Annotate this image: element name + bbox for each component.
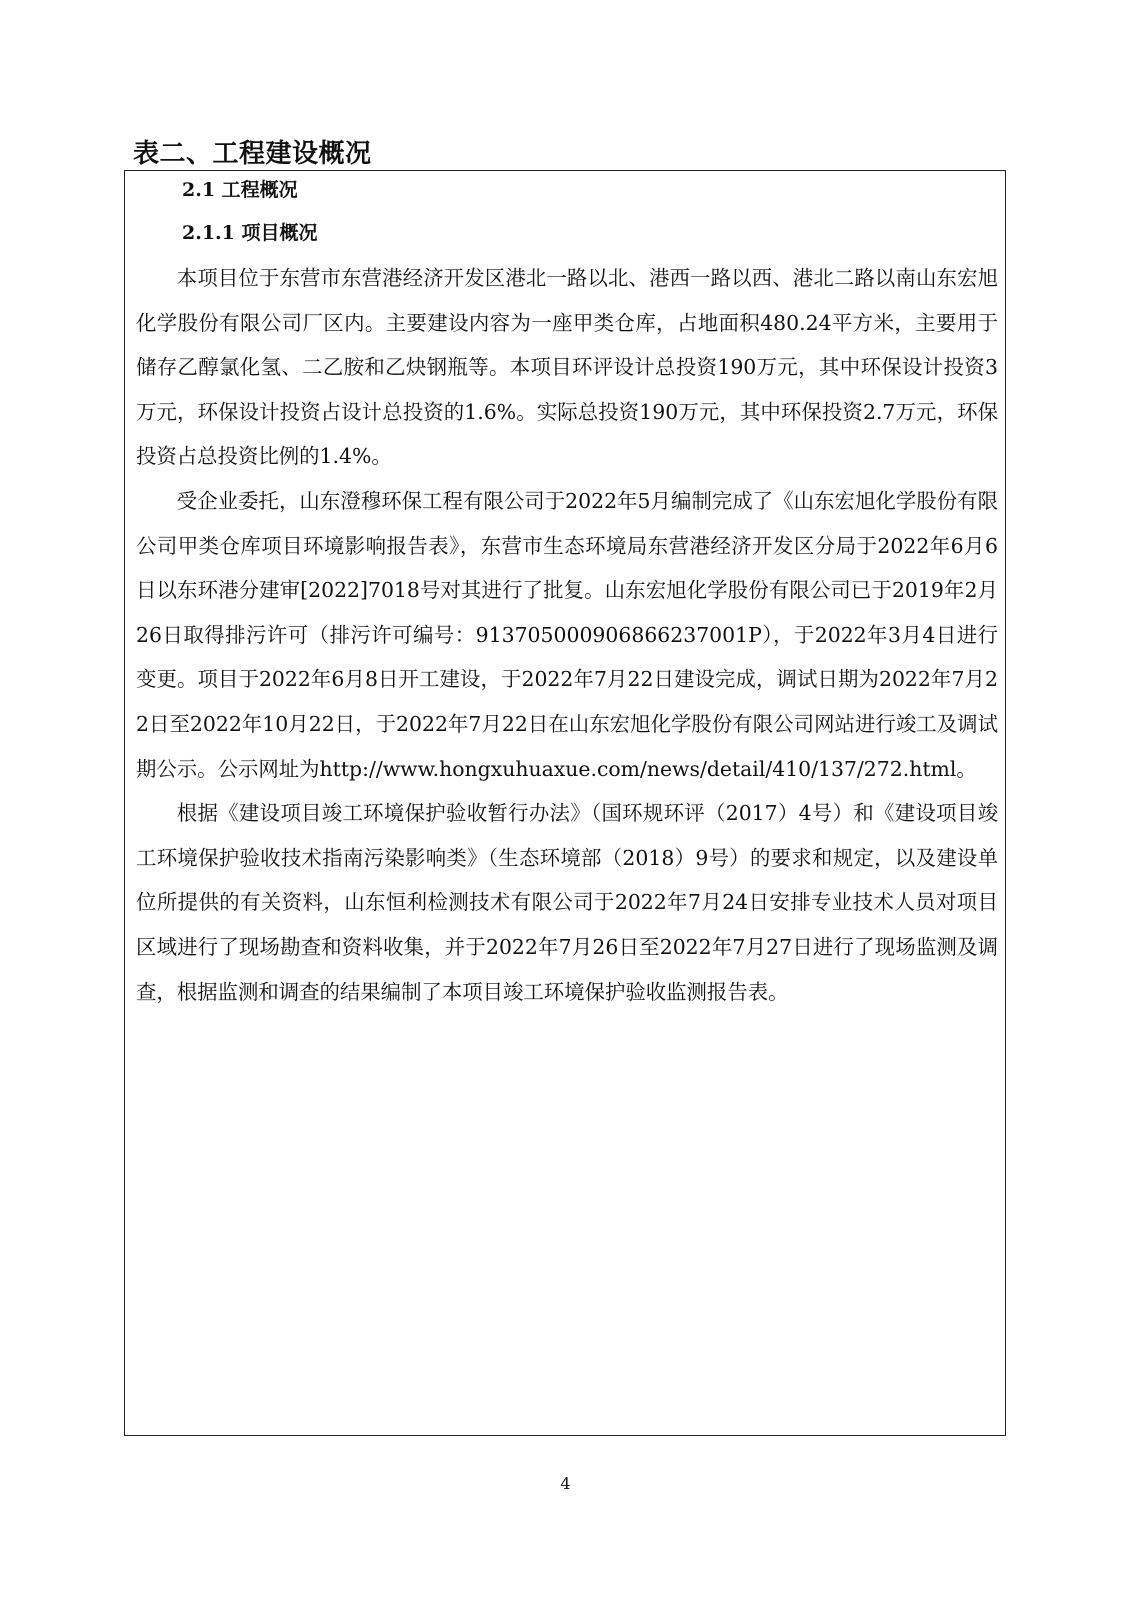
paragraph-acceptance-basis: 根据《建设项目竣工环境保护验收暂行办法》（国环规环评（2017）4号）和《建设项目竣工环境保护验收技术指南污染影响类》（生态环境部（2018）9号）的要求和规定，以及建设单位所提供的有关资料，山东恒利检测技术有限公司于2022年7月24日安排专业技术人员对项目区域进行了现场勘查和资料收集，并于2022年7月26日至2022年7月27日进行了现场监测及调查，根据监测和调查的结果编制了本项目竣工环境保护验收监测报告表。	[136, 801, 998, 1004]
page-number: 4	[560, 1474, 571, 1493]
paragraph-project-overview: 本项目位于东营市东营港经济开发区港北一路以北、港西一路以西、港北二路以南山东宏旭化学股份有限公司厂区内。主要建设内容为一座甲类仓库，占地面积480.24平方米，主要用于储存乙醇氯化氢、二乙胺和乙炔钢瓶等。本项目环评设计总投资190万元，其中环保设计投资3万元，环保设计投资占设计总投资的1.6%。实际总投资190万元，其中环保投资2.7万元，环保投资占总投资比例的1.4%。	[136, 266, 998, 469]
subsection-title: 2.1.1 项目概况	[182, 222, 318, 244]
content-table-cell	[124, 170, 1006, 1436]
paragraph-approval-history: 受企业委托，山东澄穆环保工程有限公司于2022年5月编制完成了《山东宏旭化学股份有限公司甲类仓库项目环境影响报告表》，东营市生态环境局东营港经济开发区分局于2022年6月6日以东环港分建审[2022]7018号对其进行了批复。山东宏旭化学股份有限公司已于2019年2月26日取得排污许可（排污许可编号：913705000906866237001P），于2022年3月4日进行变更。项目于2022年6月8日开工建设，于2022年7月22日建设完成，调试日期为2022年7月22日至2022年10月22日，于2022年7月22日在山东宏旭化学股份有限公司网站进行竣工及调试期公示。公示网址为http://www.hongxuhuaxue.com/news/detail/410/137/272.html。	[136, 488, 998, 781]
page-heading: 表二、工程建设概况	[133, 139, 372, 169]
section-title: 2.1 工程概况	[182, 179, 298, 201]
body-text	[136, 256, 998, 1014]
